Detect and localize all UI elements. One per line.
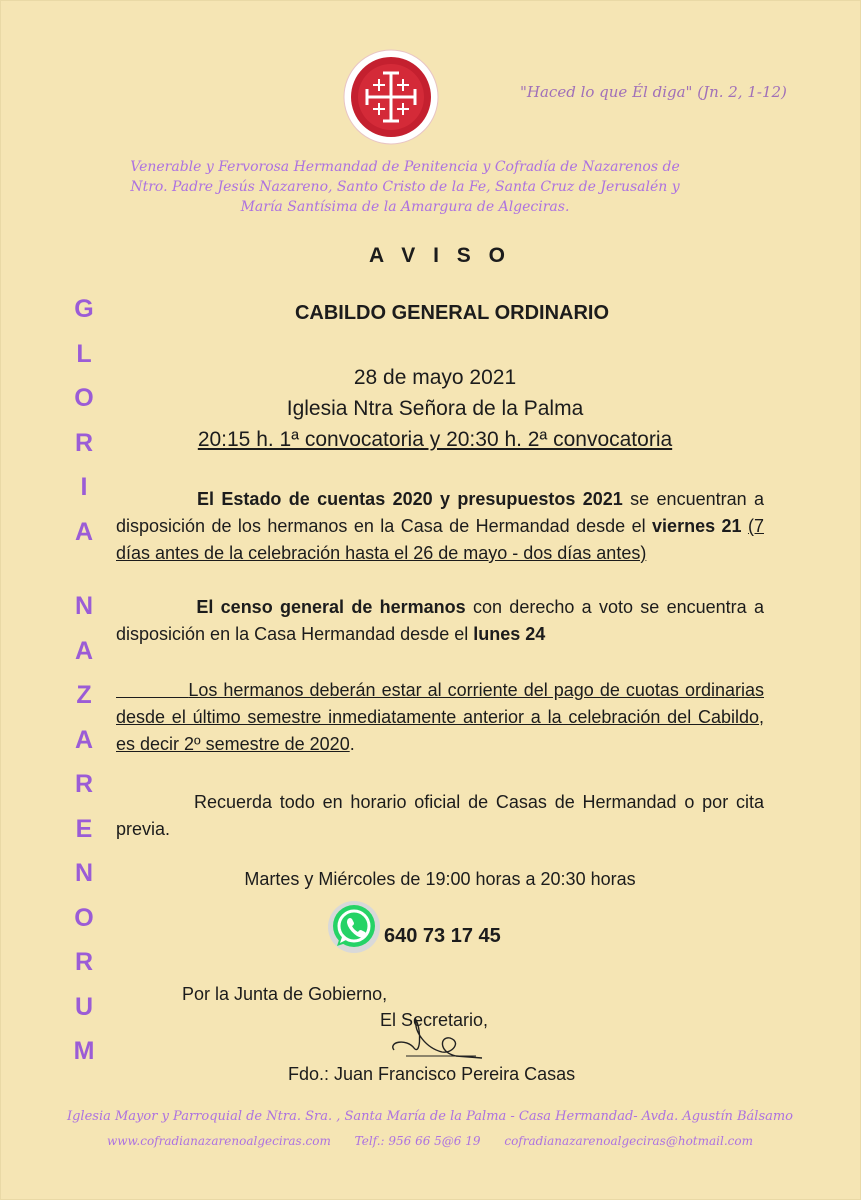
footer-address: Iglesia Mayor y Parroquial de Ntra. Sra. , Santa María de la Palma - Casa Hermandad- Avda. Agustín Bálsamo [66, 1109, 794, 1124]
signature-junta: Por la Junta de Gobierno, [182, 984, 388, 1004]
reminder-text: Recuerda todo en horario oficial de Casas de Hermandad o por cita previa. [116, 792, 764, 839]
fees-end: . [349, 734, 355, 754]
meeting-details [150, 362, 720, 455]
phone-number: 640 73 17 45 [384, 925, 501, 947]
vertical-letter: A [74, 725, 94, 754]
accounts-bold-text: El Estado de cuentas 2020 y presupuestos 2021 [197, 489, 623, 509]
fees-paragraph [116, 677, 764, 758]
vertical-letter: R [74, 428, 94, 457]
census-date-bold: lunes 24 [473, 624, 546, 644]
meeting-place: Iglesia Ntra Señora de la Palma [286, 397, 584, 420]
nazarenorum-vertical-text [62, 584, 106, 1074]
brotherhood-name [70, 157, 740, 217]
vertical-letter: I [80, 473, 88, 501]
whatsapp-icon [327, 900, 381, 954]
office-hours: Martes y Miércoles de 19:00 horas a 20:30 horas [244, 869, 636, 889]
handwritten-signature [386, 1012, 486, 1066]
census-bold-text: El censo general de hermanos [196, 597, 466, 617]
signature-secretario: El Secretario, [380, 1010, 489, 1030]
brotherhood-emblem-logo [343, 49, 439, 145]
vertical-letter: A [74, 517, 94, 546]
biblical-motto: "Haced lo que Él diga" (Jn. 2, 1-12) [520, 83, 787, 101]
accounts-text: se encuentran a disposición de los hermanos en la Casa de Hermandad desde el [116, 489, 764, 536]
vertical-letter: O [74, 903, 94, 932]
meeting-times: 20:15 h. 1ª convocatoria y 20:30 h. 2ª convocatoria [197, 428, 673, 451]
vertical-letter: U [74, 992, 94, 1021]
footer-contacts [20, 1134, 840, 1148]
footer-phone: Telf.: 956 66 5@6 19 [354, 1134, 481, 1148]
footer-email[interactable]: cofradianazarenoalgeciras@hotmail.com [504, 1134, 753, 1148]
accounts-paragraph [116, 486, 764, 567]
reminder-paragraph [116, 789, 764, 843]
signature-name: Fdo.: Juan Francisco Pereira Casas [288, 1064, 576, 1084]
footer-website[interactable]: www.cofradianazarenoalgeciras.com [107, 1134, 331, 1148]
vertical-letter: R [74, 770, 94, 798]
notice-subtitle: CABILDO GENERAL ORDINARIO [294, 302, 610, 324]
vertical-letter: M [73, 1037, 95, 1065]
vertical-letter: L [76, 339, 92, 368]
vertical-letter: R [74, 948, 94, 976]
vertical-letter: A [74, 636, 94, 665]
fees-text: Los hermanos deberán estar al corriente del pago de cuotas ordinarias desde el último semestre inmediatamente anterior a la celebración del Cabildo, es decir 2º semestre de 2020 [116, 680, 764, 754]
brotherhood-line: Venerable y Fervorosa Hermandad de Penitencia y Cofradía de Nazarenos de [130, 159, 680, 175]
fees-underlined-text [116, 680, 764, 754]
gloria-vertical-text [62, 287, 106, 554]
notice-title: A V I S O [369, 244, 511, 267]
vertical-letter: E [75, 814, 93, 843]
accounts-date-bold: viernes 21 [652, 516, 742, 536]
vertical-letter: O [74, 384, 94, 412]
vertical-letter: G [74, 295, 94, 323]
vertical-letter: N [74, 859, 94, 887]
census-paragraph [116, 594, 764, 648]
brotherhood-line: Ntro. Padre Jesús Nazareno, Santo Cristo de la Fe, Santa Cruz de Jerusalén y [130, 179, 680, 195]
vertical-letter: Z [76, 681, 92, 709]
meeting-date: 28 de mayo 2021 [353, 366, 517, 389]
brotherhood-line: María Santísima de la Amargura de Algeciras. [240, 199, 570, 215]
vertical-letter: N [74, 592, 94, 620]
census-text: con derecho a voto se encuentra a disposición en la Casa Hermandad desde el [116, 597, 764, 644]
accounts-underlined-note: (7 días antes de la celebración hasta el 26 de mayo - dos días antes) [116, 516, 764, 563]
